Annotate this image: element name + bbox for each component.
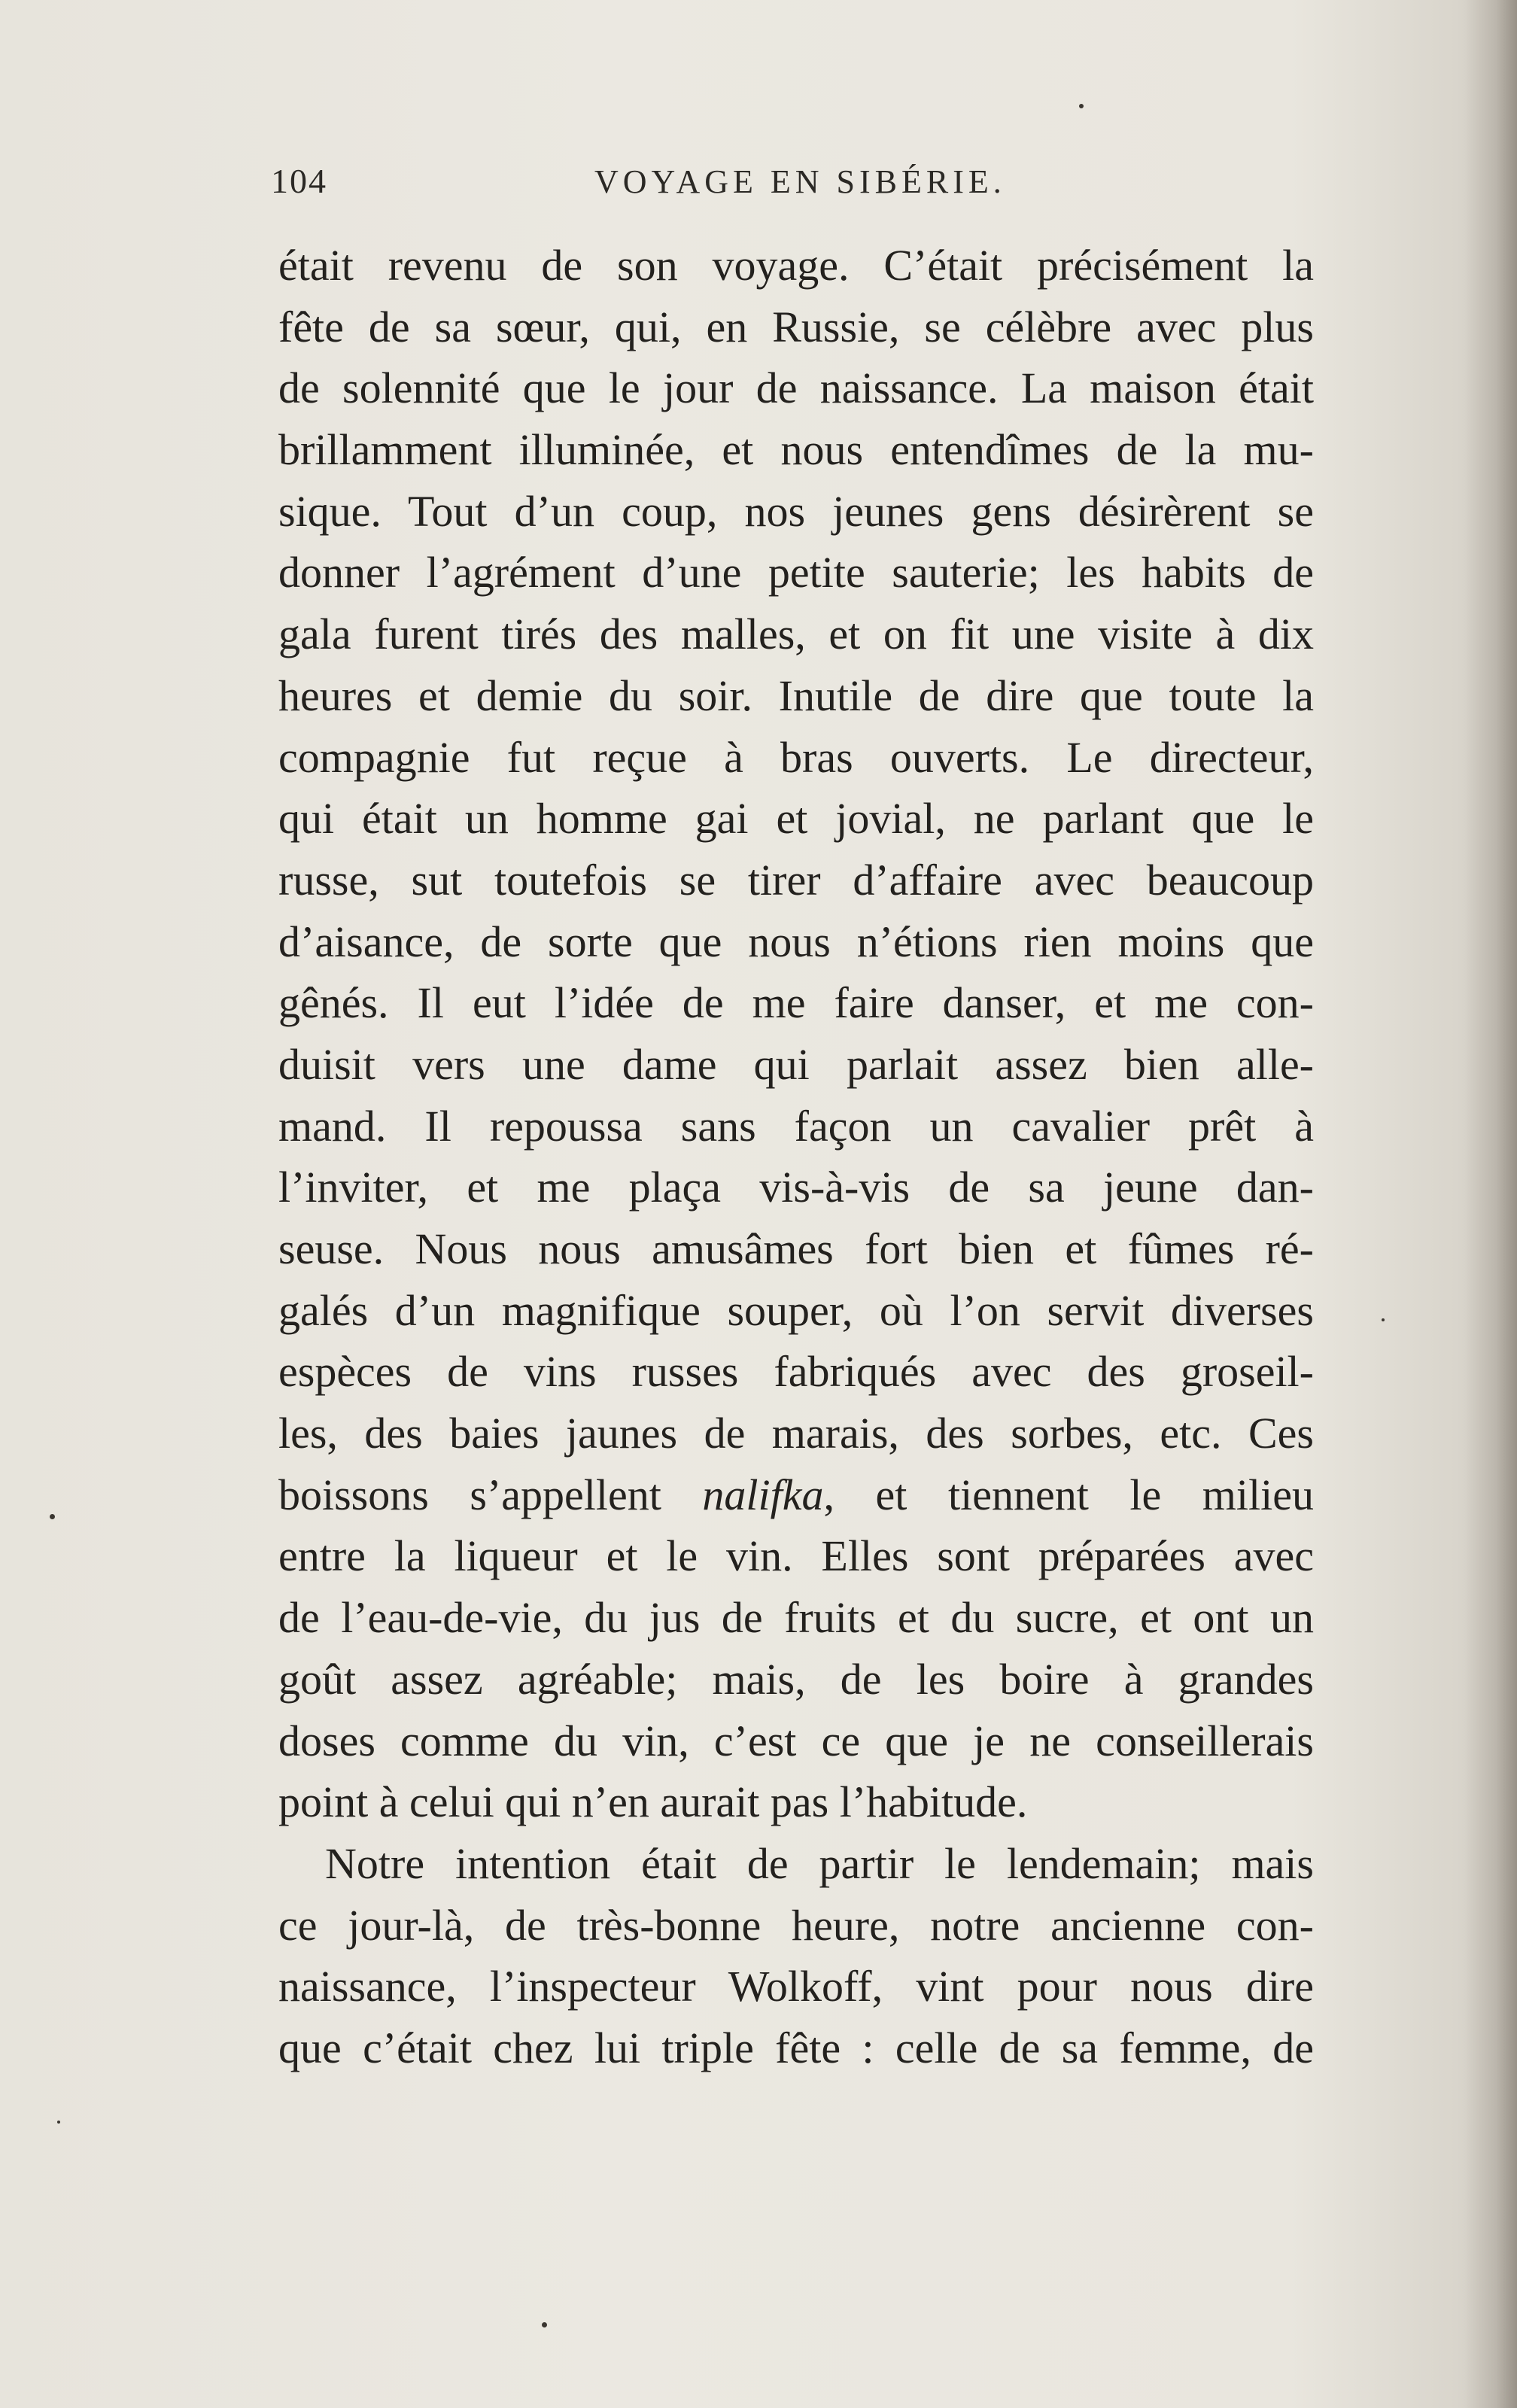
- text-line: goût assez agréable; mais, de les boire à grandes: [278, 1654, 1314, 1704]
- text-line: que c’était chez lui triple fête : celle de sa femme, de: [278, 2023, 1314, 2072]
- text-line: fête de sa sœur, qui, en Russie, se célèbre avec plus: [278, 302, 1314, 351]
- paper-speck: [57, 2121, 60, 2124]
- paragraph-start-line: Notre intention était de partir le lendemain; mais: [325, 1838, 1314, 1888]
- text-line: était revenu de son voyage. C’était précisément la: [278, 241, 1314, 290]
- paper-speck: [1079, 104, 1084, 108]
- text-line: d’aisance, de sorte que nous n’étions rien moins que: [278, 917, 1314, 966]
- text-line: gênés. Il eut l’idée de me faire danser, et me con-: [278, 978, 1314, 1028]
- running-title: VOYAGE EN SIBÉRIE.: [594, 163, 1006, 200]
- text-line-italic-term: [278, 1464, 1314, 1526]
- paper-speck: [542, 2322, 547, 2327]
- text-line: les, des baies jaunes de marais, des sorbes, etc. Ces: [278, 1409, 1314, 1458]
- text-fragment: , et tiennent le milieu: [823, 1470, 1314, 1519]
- text-line: duisit vers une dame qui parlait assez bien alle-: [278, 1039, 1314, 1089]
- text-line: sique. Tout d’un coup, nos jeunes gens désirèrent se: [278, 486, 1314, 536]
- text-line: galés d’un magnifique souper, où l’on servit diverses: [278, 1285, 1314, 1335]
- text-fragment: boissons s’appellent: [278, 1470, 703, 1519]
- text-line: qui était un homme gai et jovial, ne parlant que le: [278, 794, 1314, 844]
- text-line: entre la liqueur et le vin. Elles sont préparées avec: [278, 1531, 1314, 1581]
- paragraph-end-line: point à celui qui n’en aurait pas l’habitude.: [278, 1777, 1028, 1827]
- running-header: [271, 161, 1309, 214]
- text-line: doses comme du vin, c’est ce que je ne conseillerais: [278, 1716, 1314, 1765]
- text-line: compagnie fut reçue à bras ouverts. Le directeur,: [278, 732, 1314, 782]
- text-line: donner l’agrément d’une petite sauterie; les habits de: [278, 548, 1314, 597]
- text-line: heures et demie du soir. Inutile de dire que toute la: [278, 670, 1314, 720]
- text-line: ce jour-là, de très-bonne heure, notre ancienne con-: [278, 1900, 1314, 1950]
- text-line: gala furent tirés des malles, et on fit une visite à dix: [278, 610, 1314, 659]
- page-edge-shadow: [1464, 0, 1517, 2408]
- italic-term: nalifka: [702, 1470, 824, 1519]
- text-line: de solennité que le jour de naissance. La maison était: [278, 363, 1314, 413]
- text-line: naissance, l’inspecteur Wolkoff, vint pour nous dire: [278, 1962, 1314, 2011]
- text-line: brillamment illuminée, et nous entendîmes de la mu-: [278, 425, 1314, 475]
- text-line: espèces de vins russes fabriqués avec des groseil-: [278, 1347, 1314, 1397]
- paper-speck: [1382, 1318, 1385, 1321]
- paper-speck: [50, 1514, 55, 1519]
- body-text: [278, 235, 1314, 2079]
- page-number: 104: [271, 162, 327, 200]
- text-line: mand. Il repoussa sans façon un cavalier prêt à: [278, 1101, 1314, 1151]
- text-line: seuse. Nous nous amusâmes fort bien et fûmes ré-: [278, 1224, 1314, 1273]
- text-line: de l’eau-de-vie, du jus de fruits et du sucre, et ont un: [278, 1593, 1314, 1643]
- text-line: russe, sut toutefois se tirer d’affaire avec beaucoup: [278, 855, 1314, 905]
- text-line: l’inviter, et me plaça vis-à-vis de sa jeune dan-: [278, 1163, 1314, 1212]
